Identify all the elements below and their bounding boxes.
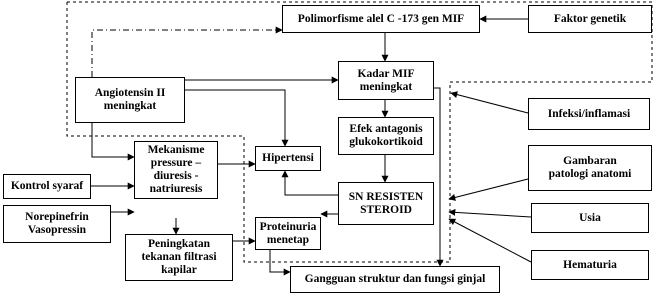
edge-angiotensin-polimorfisme [92,30,282,77]
node-usia: Usia [531,203,649,233]
edge-sn-hipertensi [285,171,338,195]
node-kadar-mif: Kadar MIF meningkat [338,61,434,100]
node-proteinuria: Proteinuria menetap [255,217,321,250]
node-gangguan: Gangguan struktur dan fungsi ginjal [290,266,500,293]
node-angiotensin: Angiotensin II meningkat [75,77,185,123]
node-faktor-genetik: Faktor genetik [528,5,652,33]
node-mekanisme: Mekanisme pressure – diuresis - natriuresis [134,141,218,199]
edge-proteinuria-gangguan [270,250,290,272]
edge-angiotensin-hipertensi [185,90,285,146]
edge-angiotensin-mekanisme [92,123,134,157]
node-infeksi: Infeksi/inflamasi [528,98,650,130]
edge-kadar-gangguan [434,88,440,266]
node-norepinefrin: Norepinefrin Vasopressin [3,205,111,243]
node-kontrol: Kontrol syaraf [3,174,91,199]
node-sn-resisten: SN RESISTEN STEROID [338,182,434,225]
node-peningkatan: Peningkatan tekanan filtrasi kapilar [125,234,233,281]
edge-infeksi-kadar [451,93,528,113]
node-hematuria: Hematuria [531,250,649,280]
node-gambaran: Gambaran patologi anatomi [528,145,652,191]
edge-hematuria-sn [449,219,531,262]
edge-usia-sn [449,212,531,217]
node-efek-antagonis: Efek antagonis glukokortikoid [338,117,434,155]
node-polimorfisme: Polimorfisme alel C -173 gen MIF [282,5,480,33]
node-hipertensi: Hipertensi [255,146,321,171]
edge-gambaran-sn [449,179,528,199]
